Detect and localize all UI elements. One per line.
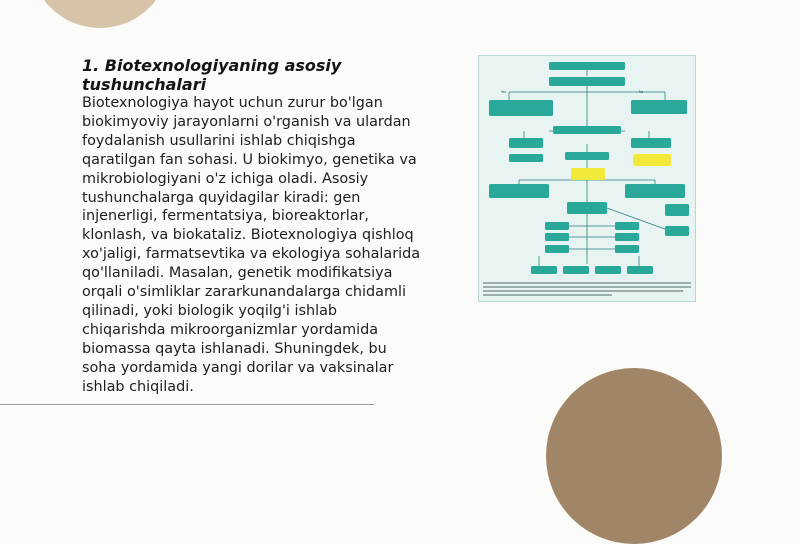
slide-body-text: Biotexnologiya hayot uchun zurur bo'lgan biokimyoviy jarayonlarni o'rganish va ulardan foydalanish usullarini ishlab chiqishga qaratilgan fan sohasi. U biokimyo, genetika va mikrobiologiyani o'z ichiga oladi. Asosiy tushunchalarga quyidagilar kiradi: gen injenerligi, fermentatsiya, bioreaktorlar, klonlash, va biokataliz. Biotexnologiya qishloq xo'jaligi, farmatsevtika va ekologiya sohalarida qo'llaniladi. Masalan, genetik modifikatsiya orqali o'simliklar zararkunandalarga chidamli qilinadi, yoki biologik yoqilg'i ishlab chiqarishda mikroorganizmlar yordamida biomassa qayta ishlanadi. Shuningdek, bu soha yordamida yangi dorilar va vaksinalar ishlab chiqiladi. [82,95,421,395]
slide-title: 1. Biotexnologiyaning asosiy tushunchalari [82,56,342,94]
divider-line [0,404,374,405]
flowchart-caption [483,282,691,298]
decorative-circle-top [30,0,170,28]
decorative-circle-bottom [546,368,722,544]
flowchart-diagram [479,56,695,280]
flowchart-edge-label-yes: Yes [501,90,507,94]
flowchart-image [478,55,696,302]
flowchart-edge-label-no: No [639,90,644,94]
